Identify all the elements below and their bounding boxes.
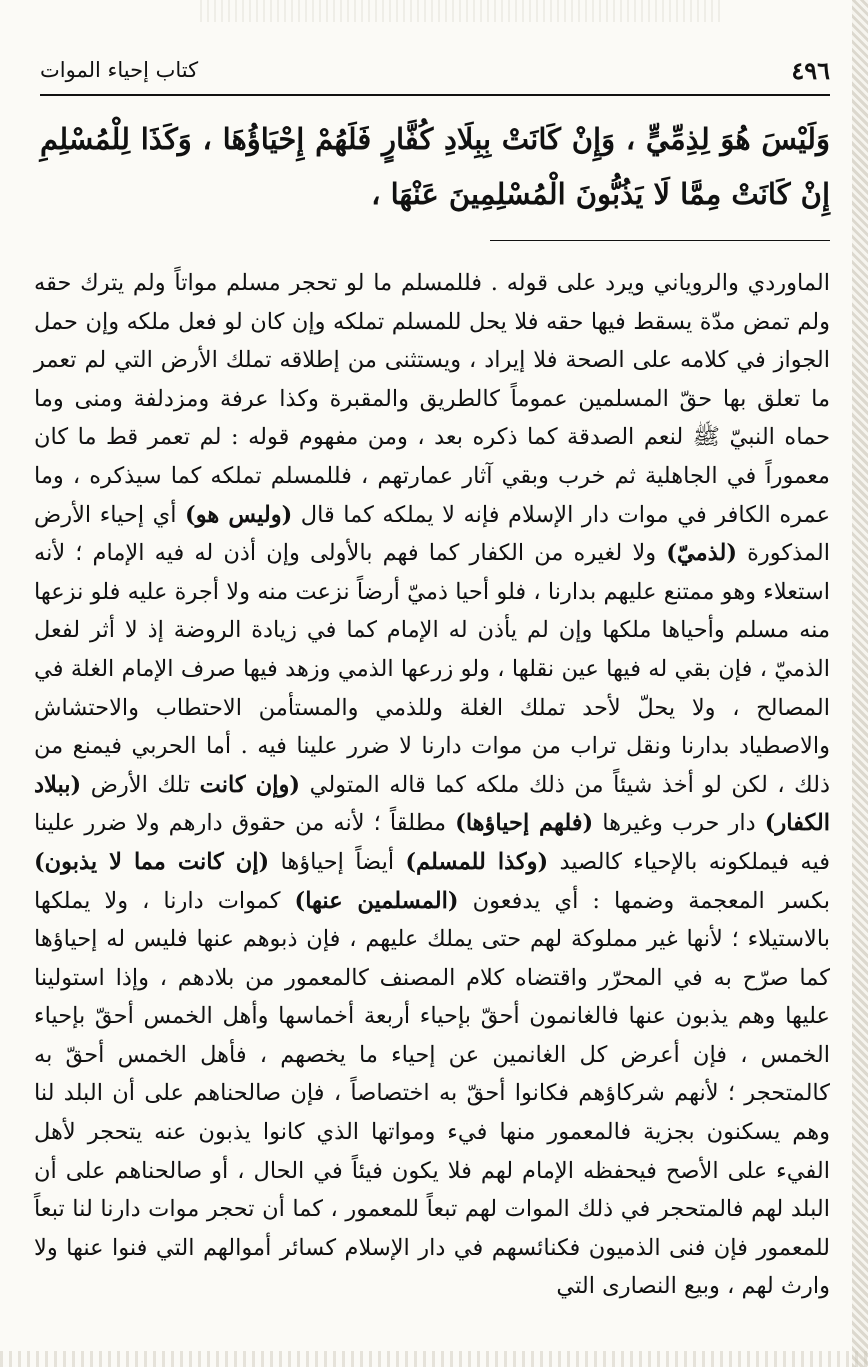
- matn-paragraph: وَلَيْسَ هُوَ لِذِمِّيٍّ ، وَإِنْ كَانَتْ بِبِلَادِ كُفَّارٍ فَلَهُمْ إِحْيَاؤُهَا ، وَكَذَا لِلْمُسْلِمِ إِنْ كَانَتْ مِمَّا لَا يَذُبُّونَ الْمُسْلِمِينَ عَنْهَا ،: [40, 122, 830, 211]
- commentary-text: كموات دارنا ، ولا يملكها بالاستيلاء ؛ لأنها غير مملوكة لهم حتى يملك عليهم ، فإن ذبوهم عنها فليس له إحياؤها كما صرّح به في المحرّر واقتضاه كلام المصنف كالمعمور من بلادهم ، وإذا استولينا عليها وهم يذبون عنها فالغانمون أحقّ بإحياء أربعة أخماسها وأهل الخمس أحقّ بإحياء الخمس ، فإن أعرض كل الغانمين عن إحياء ما يخصهم ، فأهل الخمس أحقّ به كالمتحجر ؛ لأنهم شركاؤهم فكانوا أحقّ به اختصاصاً ، فإن صالحناهم على أن البلد لنا وهم يسكنون بجزية فالمعمور منها فيء ومواتها الذي كانوا يذبون عنه يتحجر لأهل الفيء على الأصح فيحفظه الإمام لهم فلا يكون فيئاً في الحال ، أو صالحناهم على أن البلد لهم فالمتحجر في ذلك الموات لهم تبعاً للمعمور ، كما أن تحجر موات دارنا لنا تبعاً للمعمور فإن فنى الذميون فكنائسهم في دار الإسلام كسائر أموالهم التي فنوا عنها ولا وارث لهم ، وبيع النصارى التي: [34, 887, 830, 1300]
- quoted-matn: (وليس هو): [185, 501, 293, 528]
- quoted-matn: (ببلاد الكفار): [34, 771, 831, 837]
- commentary-text: أي إحياء الأرض المذكورة: [34, 501, 831, 567]
- scan-noise-top: [200, 0, 720, 22]
- commentary-text: الماوردي والروياني ويرد على قوله . فللمسلم ما لو تحجر مسلم مواتاً ولم يترك حقه ولم تمض مدّة يسقط فيها حقه فلا يحل للمسلم تملكه وإن كان لو فعل ملكه وإن حمل الجواز في كلامه على الصحة فلا إيراد ، ويستثنى من إطلاقه تملك الأرض التي لم تعمر ما تعلق بها حقّ المسلمين عموماً كالطريق والمقبرة وكذا عرفة ومزدلفة ومنى وما حماه النبيّ ﷺ لنعم الصدقة كما ذكره بعد ، ومن مفهوم قوله : لم تعمر قط ما كان معموراً في الجاهلية ثم خرب وبقي آثار عمارتهم ، فللمسلم تملكه كما سيذكره ، وما عمره الكافر في موات دار الإسلام فإنه لا يملكه كما قال: [34, 270, 830, 528]
- page-header: [40, 52, 830, 92]
- header-rule: [40, 94, 830, 96]
- quoted-matn: (فلهم إحياؤها): [455, 810, 594, 837]
- commentary-text: ولا لغيره من الكفار كما فهم بالأولى وإن أذن له فيه الإمام ؛ لأنه استعلاء وهو ممتنع عليهم بدارنا ، فلو أحيا ذميّ أرضاً نزعت منه ولا أجرة عليه فلو نزعها منه مسلم وأحياها ملكها وإن لم يأذن له الإمام كما في زيادة الروضة إذ لا أثر لفعل الذميّ ، فإن بقي له فيها عين نقلها ، ولو زرعها الذمي وزهد فيها صرف الإمام الغلة في المصالح ، ولا يحلّ لأحد تملك الغلة وللذمي والمستأمن الاحتطاب والاحتشاش والاصطياد بدارنا ونقل تراب من موات دارنا لا ضرر علينا فيه . أما الحربي فيمنع من ذلك ، لكن لو أخذ شيئاً من ذلك ملكه كما قاله المتولي: [34, 540, 831, 798]
- scan-noise-bottom: [0, 1351, 868, 1367]
- page-number: ٤٩٦: [791, 56, 830, 85]
- commentary-text: تلك الأرض: [90, 771, 191, 798]
- commentary-text: دار حرب وغيرها: [602, 810, 756, 837]
- quoted-matn: (وإن كانت: [199, 771, 301, 798]
- commentary-paragraph: [34, 264, 830, 1306]
- commentary-text: أيضاً إحياؤها: [280, 848, 395, 875]
- quoted-matn: (لذميّ): [666, 540, 737, 567]
- matn-text-block: [40, 112, 830, 222]
- scan-edge-right: [852, 0, 868, 1367]
- commentary-block: [34, 264, 830, 1306]
- quoted-matn: (وكذا للمسلم): [405, 848, 549, 875]
- commentary-text: بكسر المعجمة وضمها : أي يدفعون: [472, 887, 830, 914]
- commentary-text: مطلقاً ؛ لأنه من حقوق دارهم ولا ضرر علينا فيه فيملكونه بالإحياء كالصيد: [34, 810, 830, 875]
- running-title: كتاب إحياء الموات: [40, 58, 199, 82]
- quoted-matn: (إن كانت مما لا يذبون): [34, 848, 270, 875]
- separator-rule: [490, 240, 830, 241]
- quoted-matn: (المسلمين عنها): [294, 887, 459, 914]
